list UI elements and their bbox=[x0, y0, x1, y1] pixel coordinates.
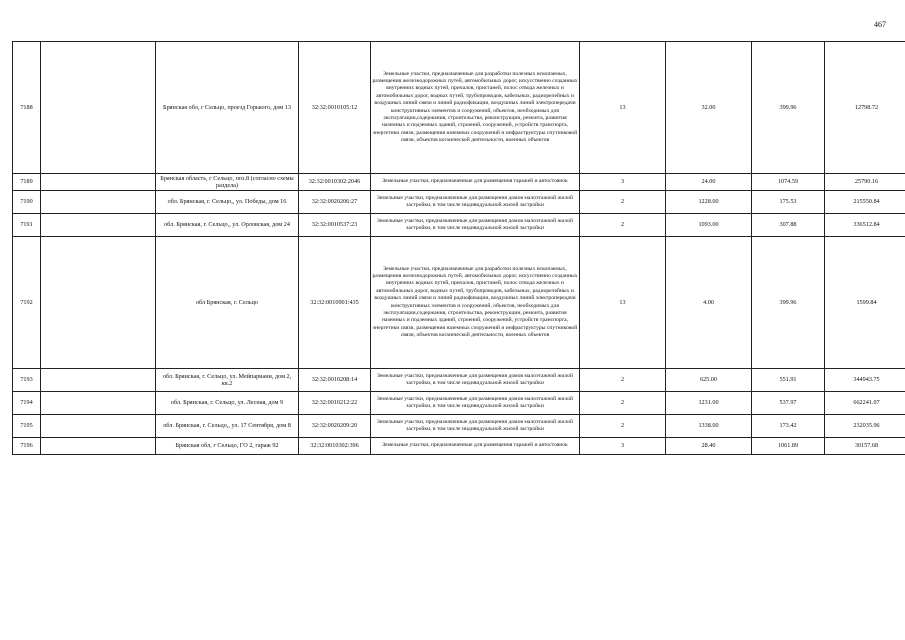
table-row bbox=[13, 42, 905, 174]
cell-rate: 173.42 bbox=[752, 415, 825, 438]
cell-value: 12798.72 bbox=[825, 42, 905, 174]
cell-area: 4.00 bbox=[666, 237, 752, 369]
cell-area: 1228.00 bbox=[666, 191, 752, 214]
table-row bbox=[13, 415, 905, 438]
cell-category-code: 2 bbox=[580, 392, 666, 415]
cell-cadastral: 32:32:0010208:14 bbox=[299, 369, 371, 392]
cell-area: 1093.00 bbox=[666, 214, 752, 237]
cell-blank bbox=[41, 174, 156, 191]
table-row bbox=[13, 174, 905, 191]
cell-blank bbox=[41, 214, 156, 237]
cell-blank bbox=[41, 42, 156, 174]
cell-area: 625.00 bbox=[666, 369, 752, 392]
cell-cadastral: 32:32:0010302:2046 bbox=[299, 174, 371, 191]
cell-blank bbox=[41, 369, 156, 392]
cell-purpose: Земельные участки, предназначенные для размещения домов малоэтажной жилой застройки, в том числе индивидуальной жилой застройки bbox=[371, 392, 580, 415]
cell-cadastral: 32:32:0020209:20 bbox=[299, 415, 371, 438]
cell-category-code: 13 bbox=[580, 237, 666, 369]
cell-blank bbox=[41, 392, 156, 415]
cell-cadastral: 32:32:0010302:396 bbox=[299, 438, 371, 455]
cell-category-code: 13 bbox=[580, 42, 666, 174]
cell-area: 24.00 bbox=[666, 174, 752, 191]
cell-number: 7195 bbox=[13, 415, 41, 438]
table-row bbox=[13, 438, 905, 455]
cell-number: 7196 bbox=[13, 438, 41, 455]
cell-category-code: 2 bbox=[580, 214, 666, 237]
cell-area: 28.40 bbox=[666, 438, 752, 455]
cell-rate: 399.96 bbox=[752, 42, 825, 174]
table-row bbox=[13, 392, 905, 415]
cell-category-code: 3 bbox=[580, 174, 666, 191]
table-row bbox=[13, 369, 905, 392]
cell-address: обл. Брянская, г. Сельцо, ул. Лесная, дом 9 bbox=[156, 392, 299, 415]
cell-rate: 1074.59 bbox=[752, 174, 825, 191]
cell-address: Брянская обл, г Сельцо, проезд Горького, дом 13 bbox=[156, 42, 299, 174]
cell-number: 7193 bbox=[13, 369, 41, 392]
cell-purpose: Земельные участки, предназначенные для размещения домов малоэтажной жилой застройки, в том числе индивидуальной жилой застройки bbox=[371, 415, 580, 438]
cell-purpose: Земельные участки, предназначенные для размещения домов малоэтажной жилой застройки, в том числе индивидуальной жилой застройки bbox=[371, 369, 580, 392]
cell-number: 7191 bbox=[13, 214, 41, 237]
cell-value: 1599.84 bbox=[825, 237, 905, 369]
table-row bbox=[13, 191, 905, 214]
cell-cadastral: 32:32:0010537:23 bbox=[299, 214, 371, 237]
cell-category-code: 2 bbox=[580, 191, 666, 214]
cell-category-code: 2 bbox=[580, 369, 666, 392]
cell-rate: 537.97 bbox=[752, 392, 825, 415]
cell-blank bbox=[41, 438, 156, 455]
cell-address: обл. Брянская, г. Сельцо,, ул. Победы, дом 16 bbox=[156, 191, 299, 214]
cell-cadastral: 32:32:0020206:27 bbox=[299, 191, 371, 214]
cell-cadastral: 32:32:0010212:22 bbox=[299, 392, 371, 415]
cell-area: 1231.00 bbox=[666, 392, 752, 415]
cell-purpose: Земельные участки, предназначенные для размещения гаражей и автостоянок bbox=[371, 174, 580, 191]
cell-number: 7190 bbox=[13, 191, 41, 214]
cell-rate: 307.88 bbox=[752, 214, 825, 237]
cell-rate: 1061.89 bbox=[752, 438, 825, 455]
cell-area: 1338.00 bbox=[666, 415, 752, 438]
cell-purpose: Земельные участки, предназначенные для разработки полезных ископаемых, размещения железнодорожных путей, автомобильных дорог, искусственно созданных внутренних водных путей, причалов, пристаней, полос отвода железных и автомобильных дорог, водных путей, трубопроводов, кабельных, радиорелейных и воздушных линий связи и линий радиофикации, воздушных линий электропередачи конструктивных элементов и сооружений, объектов, необходимых для эксплуатации,содержания, строительства, реконструкции, ремонта, развития наземных и подземных зданий, строений, сооружений, устройств транспорта, энергетики связи, размещения наземных сооружений и инфраструктуры спутниковой связи, объектов космической деятельности, военных объектов bbox=[371, 237, 580, 369]
cell-address: Брянская область, г Сельцо, поз.8 (согласно схемы раздела) bbox=[156, 174, 299, 191]
cell-area: 32.00 bbox=[666, 42, 752, 174]
cell-blank bbox=[41, 191, 156, 214]
cell-address: обл. Брянская, г. Сельцо,, ул. Орловская, дом 24 bbox=[156, 214, 299, 237]
cell-value: 232035.96 bbox=[825, 415, 905, 438]
page-number: 467 bbox=[874, 20, 886, 29]
cell-number: 7194 bbox=[13, 392, 41, 415]
cell-address: Брянская обл, г Сельцо, ГО 2, гараж 92 bbox=[156, 438, 299, 455]
cell-category-code: 2 bbox=[580, 415, 666, 438]
cell-value: 215550.84 bbox=[825, 191, 905, 214]
cell-blank bbox=[41, 237, 156, 369]
cell-value: 25790.16 bbox=[825, 174, 905, 191]
cell-purpose: Земельные участки, предназначенные для размещения гаражей и автостоянок bbox=[371, 438, 580, 455]
cell-purpose: Земельные участки, предназначенные для размещения домов малоэтажной жилой застройки, в том числе индивидуальной жилой застройки bbox=[371, 214, 580, 237]
cell-purpose: Земельные участки, предназначенные для разработки полезных ископаемых, размещения железнодорожных путей, автомобильных дорог, искусственно созданных внутренних водных путей, причалов, пристаней, полос отвода железных и автомобильных дорог, водных путей, трубопроводов, кабельных, радиорелейных и воздушных линий связи и линий радиофикации, воздушных линий электропередачи конструктивных элементов и сооружений, объектов, необходимых для эксплуатации,содержания, строительства, реконструкции, ремонта, развития наземных и подземных зданий, строений, сооружений, устройств транспорта, энергетики связи, размещения наземных сооружений и инфраструктуры спутниковой связи, объектов космической деятельности, военных объектов bbox=[371, 42, 580, 174]
cell-number: 7189 bbox=[13, 174, 41, 191]
cell-value: 30157.68 bbox=[825, 438, 905, 455]
cell-value: 662241.07 bbox=[825, 392, 905, 415]
cell-value: 336512.84 bbox=[825, 214, 905, 237]
cell-blank bbox=[41, 415, 156, 438]
cell-rate: 551.91 bbox=[752, 369, 825, 392]
cell-value: 344943.75 bbox=[825, 369, 905, 392]
cell-address: обл. Брянская, г. Сельцо, ул. Мейпариани, дом 2, кв.2 bbox=[156, 369, 299, 392]
cell-address: обл. Брянская, г. Сельцо,, ул. 17 Сентября, дом 8 bbox=[156, 415, 299, 438]
cell-number: 7188 bbox=[13, 42, 41, 174]
cell-cadastral: 32:32:0010105:12 bbox=[299, 42, 371, 174]
cell-address: обл Брянская, г. Сельцо bbox=[156, 237, 299, 369]
cell-purpose: Земельные участки, предназначенные для размещения домов малоэтажной жилой застройки, в том числе индивидуальной жилой застройки bbox=[371, 191, 580, 214]
table-row bbox=[13, 214, 905, 237]
land-registry-table bbox=[12, 41, 905, 455]
cell-rate: 399.96 bbox=[752, 237, 825, 369]
cell-cadastral: 32:32:0010901:435 bbox=[299, 237, 371, 369]
table-row bbox=[13, 237, 905, 369]
cell-rate: 175.53 bbox=[752, 191, 825, 214]
cell-category-code: 3 bbox=[580, 438, 666, 455]
cell-number: 7192 bbox=[13, 237, 41, 369]
